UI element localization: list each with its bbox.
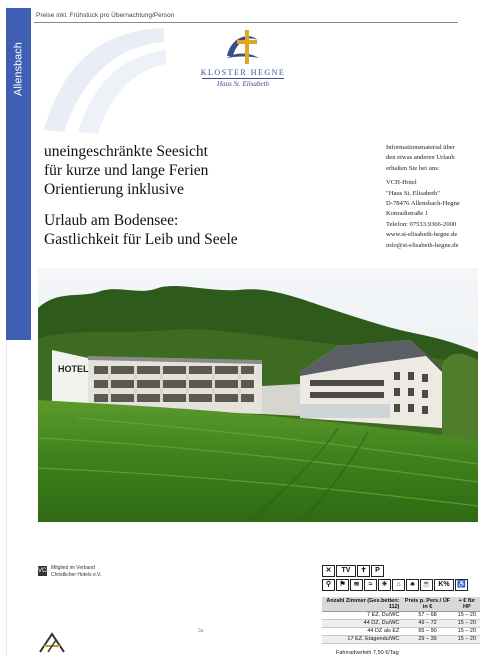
logo-subtitle: Haus St. Elisabeth <box>217 80 269 88</box>
garden-icon: ♣ <box>406 579 419 591</box>
headline-line: Gastlichkeit für Leib und Seele <box>44 231 238 248</box>
vch-member-icon: VCH <box>38 568 51 574</box>
table-cell: 49 – 72 <box>401 620 453 628</box>
swimming-icon: ≈ <box>364 579 377 591</box>
table-row <box>322 636 480 644</box>
corner-emblem-icon <box>38 630 66 654</box>
info-line: erhalten Sie bei uns: <box>386 164 440 172</box>
table-cell: 29 – 39 <box>401 636 453 644</box>
headline-line: für kurze und lange Ferien <box>44 162 209 179</box>
membership-line: Christlicher Hotels e.V. <box>51 572 102 578</box>
headline-block <box>44 142 344 249</box>
cross-icon: ✝ <box>357 565 370 577</box>
membership-text <box>51 565 101 579</box>
table-cell: 44 DZ, Du/WC <box>322 620 401 628</box>
hotel-sign: HOTEL <box>58 364 89 374</box>
column-header: Anzahl Zimmer (Ges.betten: 112) <box>322 597 401 612</box>
hotel-photo <box>38 268 478 522</box>
info-line: D-78476 Allensbach-Hegne <box>386 200 460 208</box>
facility-icons <box>322 565 480 593</box>
contact-info <box>386 143 480 251</box>
side-band-label: Allensbach <box>12 42 25 96</box>
side-band <box>6 8 31 340</box>
table-cell: 44 DZ als EZ <box>322 628 401 636</box>
hiking-icon: ⚑ <box>336 579 349 591</box>
headline-line: Orientierung inklusive <box>44 181 184 198</box>
membership-line: Mitglied im Verband <box>51 565 95 571</box>
table-cell: 15 – 20 <box>454 620 480 628</box>
tv-icon: TV <box>336 565 356 577</box>
table-row <box>322 628 480 636</box>
headline-line: uneingeschränkte Seesicht <box>44 143 208 160</box>
table-cell: 17 EZ, Etagendu/WC <box>322 636 401 644</box>
table-cell: 57 – 68 <box>401 612 453 620</box>
info-line: Telefon: 07533.9366-2000 <box>386 220 457 228</box>
table-cell: 65 – 90 <box>401 628 453 636</box>
page-mark: 3a <box>198 628 204 634</box>
bicycle-icon: ⚲ <box>322 579 335 591</box>
cross-logo-icon <box>221 26 265 66</box>
chapel-icon: ⌂ <box>392 579 405 591</box>
fork-knife-icon: ✕ <box>322 565 335 577</box>
table-cell: 15 – 20 <box>454 628 480 636</box>
price-note: Preise inkl. Frühstück pro Übernachtung/Person <box>36 12 175 19</box>
price-table-header <box>322 597 480 612</box>
table-cell: 15 – 20 <box>454 636 480 644</box>
kloster-hegne-logo <box>198 26 288 102</box>
website-link[interactable]: www.st-elisabeth-hegne.de <box>386 231 458 239</box>
sauna-icon: ≋ <box>350 579 363 591</box>
column-header: + € für HP <box>454 597 480 612</box>
cup-icon: ☕ <box>420 579 433 591</box>
info-line: den etwas anderen Urlaub <box>386 154 455 162</box>
price-table <box>322 597 480 644</box>
logo-name: KLOSTER HEGNE <box>200 68 286 77</box>
sun-icon: ☀ <box>378 579 391 591</box>
info-line: Informationsmaterial über <box>386 144 456 151</box>
table-footnote: Fahrradverleih 7,50 €/Tag <box>336 650 399 656</box>
column-header: Preis p. Pers./ ÜF in € <box>401 597 453 612</box>
info-line: "Haus St. Elisabeth" <box>386 189 440 197</box>
wheelchair-icon: ♿ <box>455 579 468 591</box>
table-row <box>322 620 480 628</box>
header-rule <box>34 22 458 23</box>
table-cell: 15 – 20 <box>454 612 480 620</box>
decorative-swash <box>34 20 174 140</box>
info-line: Konradistraße 1 <box>386 210 429 218</box>
table-row <box>322 612 480 620</box>
headline-line: Urlaub am Bodensee: <box>44 212 179 229</box>
email-link[interactable]: info@st-elisabeth-hegne.de <box>386 241 459 249</box>
info-line: VCH-Hotel <box>386 179 417 187</box>
pets-icon: K% <box>434 579 454 591</box>
table-cell: 7 EZ, Du/WC <box>322 612 401 620</box>
parking-icon: P <box>371 565 384 577</box>
logo-rule <box>202 78 284 79</box>
